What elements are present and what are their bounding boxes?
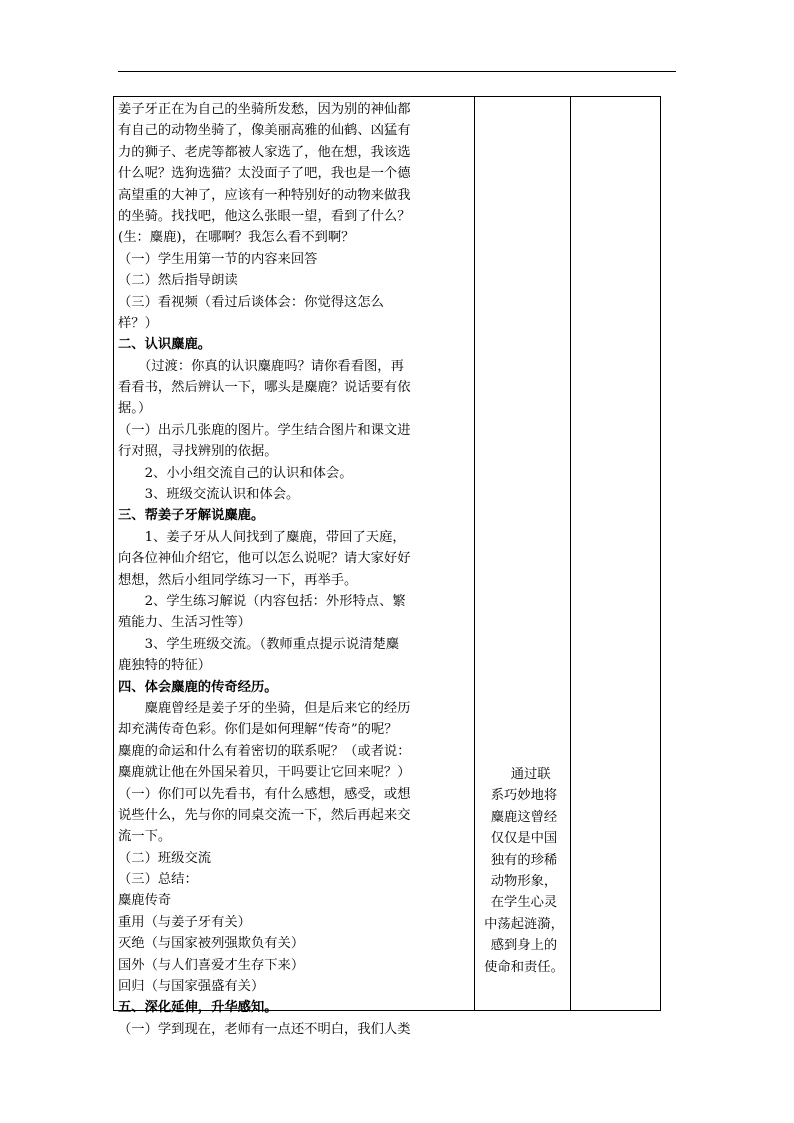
lesson-text-line: 行对照，寻找辨别的依据。 [118,444,278,460]
lesson-text-line: 却充满传奇色彩。你们是如何理解“传奇”的呢？ [118,722,398,738]
lesson-text-line: （二）然后指导朗读 [118,273,238,289]
lesson-text-line: （三）看视频（看过后谈体会：你觉得这怎么 [118,294,384,310]
lesson-text-line: 的坐骑。找找吧，他这么张眼一望，看到了什么？ [118,208,411,224]
lesson-text-line: 想想，然后小组同学练习一下，再举手。 [118,572,358,588]
lesson-text-line: （一）你们可以先看书，有什么感想，感受，或想 [118,786,411,802]
lesson-text-line: 向各位神仙介绍它，他可以怎么说呢？请大家好好 [118,551,411,567]
design-note-line: 感到身上的 [490,938,558,954]
lesson-text-line: （二）班级交流 [118,850,212,866]
column-divider-2 [570,97,571,1010]
lesson-text-line: （过渡：你真的认识麋鹿吗？请你看看图，再 [118,358,404,374]
lesson-text-line: 麋鹿传奇 [118,893,172,909]
lesson-text-line: 回归（与国家强盛有关） [118,979,265,995]
lesson-text-line: 3、学生班级交流。（教师重点提示说清楚麋 [118,636,400,652]
lesson-content-column [118,99,472,1040]
design-note-line: 麋鹿这曾经 [490,809,558,825]
design-note-line: 动物形象， [490,873,558,889]
lesson-text-line: 麋鹿的命运和什么有着密切的联系呢？（或者说： [118,743,411,759]
lesson-text-line: (生：麋鹿)，在哪啊？我怎么看不到啊？ [118,230,355,246]
design-note-line: 独有的珍稀 [490,852,558,868]
lesson-text-line: 麋鹿曾经是姜子牙的坐骑，但是后来它的经历 [118,700,411,716]
section-heading: 四、体会麋鹿的传奇经历。 [118,679,278,695]
lesson-text-line: 国外（与人们喜爱才生存下来） [118,957,305,973]
design-note-line: 在学生心灵 [490,895,558,911]
lesson-text-line: （一）学到现在，老师有一点还不明白，我们人类 [118,1021,411,1037]
design-note-line: 通过联 [497,767,551,782]
lesson-text-line: 力的狮子、老虎等都被人家选了，他在想，我该选 [118,144,411,160]
section-heading: 二、认识麋鹿。 [118,337,212,353]
lesson-text-line: 麋鹿就让他在外国呆着贝，干吗要让它回来呢？） [118,765,411,781]
design-note-column [479,764,569,978]
lesson-text-line: 样？） [118,315,158,331]
lesson-text-line: 灭绝（与国家被列强欺负有关） [118,936,305,952]
lesson-text-line: 流一下。 [118,829,172,845]
lesson-text-line: 2、学生练习解说（内容包括：外形特点、繁 [118,593,406,609]
lesson-text-line: 有自己的动物坐骑了，像美丽高雅的仙鹤、凶猛有 [118,123,411,139]
lesson-text-line: （一）出示几张鹿的图片。学生结合图片和课文进 [118,422,411,438]
lesson-text-line: （三）总结： [118,872,198,888]
design-note-line: 使命和责任。 [484,959,564,975]
lesson-text-line: 姜子牙正在为自己的坐骑所发愁，因为别的神仙都 [118,102,411,117]
lesson-text-line: 2、小小组交流自己的认识和体会。 [118,465,353,481]
lesson-text-line: 鹿独特的特征） [118,658,212,674]
lesson-text-line: 重用（与姜子牙有关） [118,914,251,930]
design-note-line: 系巧妙地将 [490,788,558,804]
lesson-table [113,96,661,1037]
lesson-text-line: 高望重的大神了，应该有一种特别好的动物来做我 [118,187,411,203]
lesson-text-line: 说些什么，先与你的同桌交流一下，然后再起来交 [118,807,411,823]
design-note-line: 中荡起涟漪， [484,916,564,932]
lesson-text-line: 殖能力、生活习性等） [118,615,251,631]
lesson-text-line: 看看书，然后辨认一下，哪头是麋鹿？说话要有依 [118,380,411,396]
lesson-text-line: （一）学生用第一节的内容来回答 [118,251,318,267]
column-divider-1 [474,97,475,1010]
design-note-line: 仅仅是中国 [490,831,558,847]
lesson-text-line: 3、班级交流认识和体会。 [118,487,300,503]
section-heading: 三、帮姜子牙解说麋鹿。 [118,508,265,524]
lesson-text-line: 什么呢？选狗选猫？太没面子了吧，我也是一个德 [118,166,411,182]
section-heading: 五、深化延伸，升华感知。 [118,1000,278,1016]
header-rule [118,71,676,72]
lesson-text-line: 据。） [118,401,152,417]
lesson-text-line: 1、姜子牙从人间找到了麋鹿，带回了天庭， [118,529,406,545]
